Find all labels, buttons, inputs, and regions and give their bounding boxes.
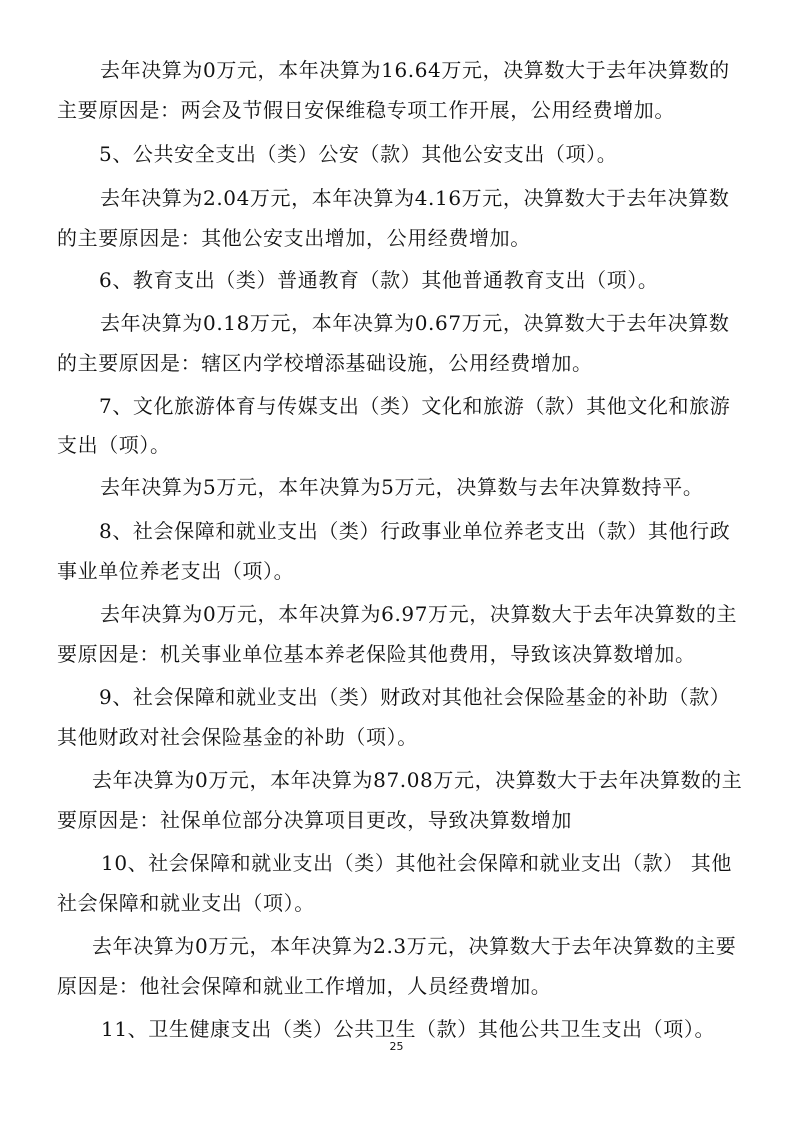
text-line: 去年决算为5万元，本年决算为5万元，决算数与去年决算数持平。: [100, 475, 704, 499]
section-heading: 5、公共安全支出（类）公安（款）其他公安支出（项）。: [99, 142, 618, 166]
section-heading: 9、社会保障和就业支出（类）财政对其他社会保险基金的补助（款）: [99, 685, 731, 709]
text-line: 要原因是：社保单位部分决算项目更改，导致决算数增加: [57, 808, 572, 832]
text-line: 的主要原因是：辖区内学校增添基础设施，公用经费增加。: [57, 351, 593, 375]
text-line: 支出（项）。: [57, 433, 171, 457]
section-heading: 6、教育支出（类）普通教育（款）其他普通教育支出（项）。: [99, 268, 659, 292]
text-line: 去年决算为2.04万元，本年决算为4.16万元，决算数大于去年决算数: [100, 186, 730, 210]
section-heading: 7、文化旅游体育与传媒支出（类）文化和旅游（款）其他文化和旅游: [99, 394, 731, 418]
section-heading: 10、社会保障和就业支出（类）其他社会保障和就业支出（款） 其他: [101, 851, 733, 875]
section-heading: 11、卫生健康支出（类）公共卫生（款）其他公共卫生支出（项）。: [101, 1017, 716, 1041]
text-line: 原因是：他社会保障和就业工作增加，人员经费增加。: [57, 974, 552, 998]
text-line: 去年决算为0.18万元，本年决算为0.67万元，决算数大于去年决算数: [100, 311, 730, 335]
page-number: 25: [389, 1040, 404, 1053]
text-line: 的主要原因是：其他公安支出增加，公用经费增加。: [57, 226, 531, 250]
text-line: 去年决算为0万元，本年决算为6.97万元，决算数大于去年决算数的主: [100, 602, 738, 626]
text-line: 其他财政对社会保险基金的补助（项）。: [57, 725, 418, 749]
text-line: 去年决算为0万元，本年决算为87.08万元，决算数大于去年决算数的主: [92, 768, 743, 792]
section-heading: 8、社会保障和就业支出（类）行政事业单位养老支出（款）其他行政: [99, 519, 731, 543]
text-line: 事业单位养老支出（项）。: [57, 559, 295, 583]
text-line: 要原因是：机关事业单位基本养老保险其他费用，导致该决算数增加。: [57, 642, 696, 666]
text-line: 社会保障和就业支出（项）。: [57, 891, 315, 915]
text-line: 去年决算为0万元，本年决算为2.3万元，决算数大于去年决算数的主要: [92, 934, 737, 958]
text-line: 主要原因是：两会及节假日安保维稳专项工作开展，公用经费增加。: [57, 98, 675, 122]
text-line: 去年决算为0万元，本年决算为16.64万元，决算数大于去年决算数的: [100, 58, 730, 82]
